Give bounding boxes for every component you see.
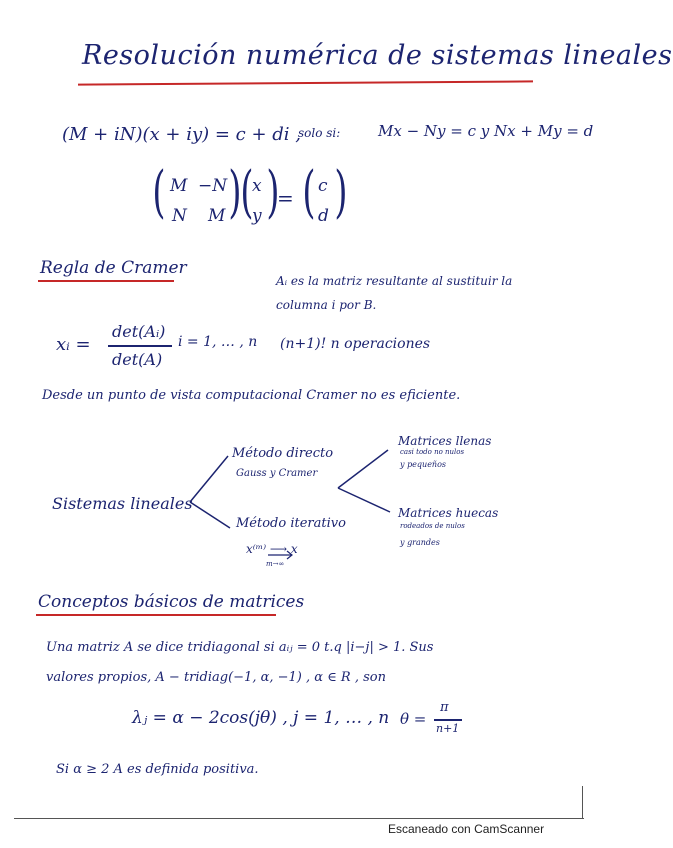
theta-fraction-bar — [434, 719, 462, 721]
branch-to-sparse — [338, 488, 390, 512]
tree-iterative: Método iterativo — [236, 516, 346, 531]
eigenvalue-formula: λⱼ = α − 2cos(jθ) , j = 1, … , n — [132, 708, 390, 728]
theta-lhs: θ = — [400, 710, 427, 728]
tree-direct-sub: Gauss y Cramer — [236, 468, 318, 479]
tree-full-sub1: casi todo no nulos — [400, 448, 465, 456]
condition-label: solo si: — [298, 126, 341, 140]
cramer-range: i = 1, … , n — [178, 334, 258, 350]
matrix-equals: = — [277, 186, 294, 210]
branch-to-iterative — [190, 502, 230, 528]
tree-sparse-sub1: rodeados de nulos — [400, 522, 465, 530]
tree-full-sub2: y pequeños — [400, 460, 446, 469]
footer-rule — [14, 818, 584, 819]
matrix-right-paren: ) — [228, 160, 242, 225]
tree-root: Sistemas lineales — [52, 494, 193, 513]
basics-line1: Una matriz A se dice tridiagonal si aᵢⱼ = 0 t.q |i−j| > 1. Sus — [46, 640, 434, 655]
rhs-left-paren: ( — [302, 160, 316, 225]
rhs-c: c — [318, 176, 328, 196]
branch-to-direct — [190, 456, 228, 502]
basics-underline — [36, 614, 276, 616]
page-title: Resolución numérica de sistemas lineales — [82, 40, 673, 71]
matrix-a22: M — [208, 206, 226, 226]
vector-y: y — [252, 206, 262, 226]
cramer-denominator: det(A) — [112, 350, 163, 369]
basics-line3: Si α ≥ 2 A es definida positiva. — [56, 762, 259, 777]
cramer-note-line2: columna i por B. — [276, 298, 377, 312]
vector-right-paren: ) — [266, 160, 280, 225]
scanner-watermark: Escaneado con CamScanner — [388, 822, 545, 836]
cramer-note-line1: Aᵢ es la matriz resultante al sustituir la — [276, 274, 513, 288]
rhs-d: d — [318, 206, 329, 226]
vector-left-paren: ( — [240, 160, 254, 225]
scan-edge-line — [582, 786, 583, 818]
tree-direct: Método directo — [232, 446, 334, 461]
vector-x: x — [252, 176, 262, 196]
matrix-a12: −N — [198, 176, 228, 196]
theta-denominator: n+1 — [436, 722, 460, 735]
tree-iterative-limit: m→∞ — [266, 560, 285, 568]
tree-full: Matrices llenas — [398, 434, 492, 448]
cramer-heading: Regla de Cramer — [40, 258, 187, 278]
basics-line2: valores propios, A − tridiag(−1, α, −1) , α ∈ R , son — [46, 670, 386, 685]
matrix-left-paren: ( — [152, 160, 166, 225]
theta-numerator: π — [440, 700, 449, 715]
branch-to-full — [338, 450, 388, 488]
basics-heading: Conceptos básicos de matrices — [38, 592, 305, 612]
complex-equation: (M + iN)(x + iy) = c + di , — [62, 124, 302, 145]
condition-equations: Mx − Ny = c y Nx + My = d — [378, 122, 594, 140]
rhs-right-paren: ) — [334, 160, 348, 225]
cramer-operations: (n+1)! n operaciones — [280, 336, 431, 352]
cramer-numerator: det(Aᵢ) — [112, 322, 166, 341]
tree-iterative-sub: x⁽ᵐ⁾ ⟶ x — [246, 542, 298, 556]
tree-sparse-sub2: y grandes — [400, 538, 440, 547]
cramer-remark: Desde un punto de vista computacional Cramer no es eficiente. — [42, 388, 461, 403]
tree-sparse: Matrices huecas — [398, 506, 499, 520]
matrix-a11: M — [170, 176, 188, 196]
matrix-a21: N — [172, 206, 187, 226]
cramer-lhs: xᵢ = — [56, 334, 91, 355]
